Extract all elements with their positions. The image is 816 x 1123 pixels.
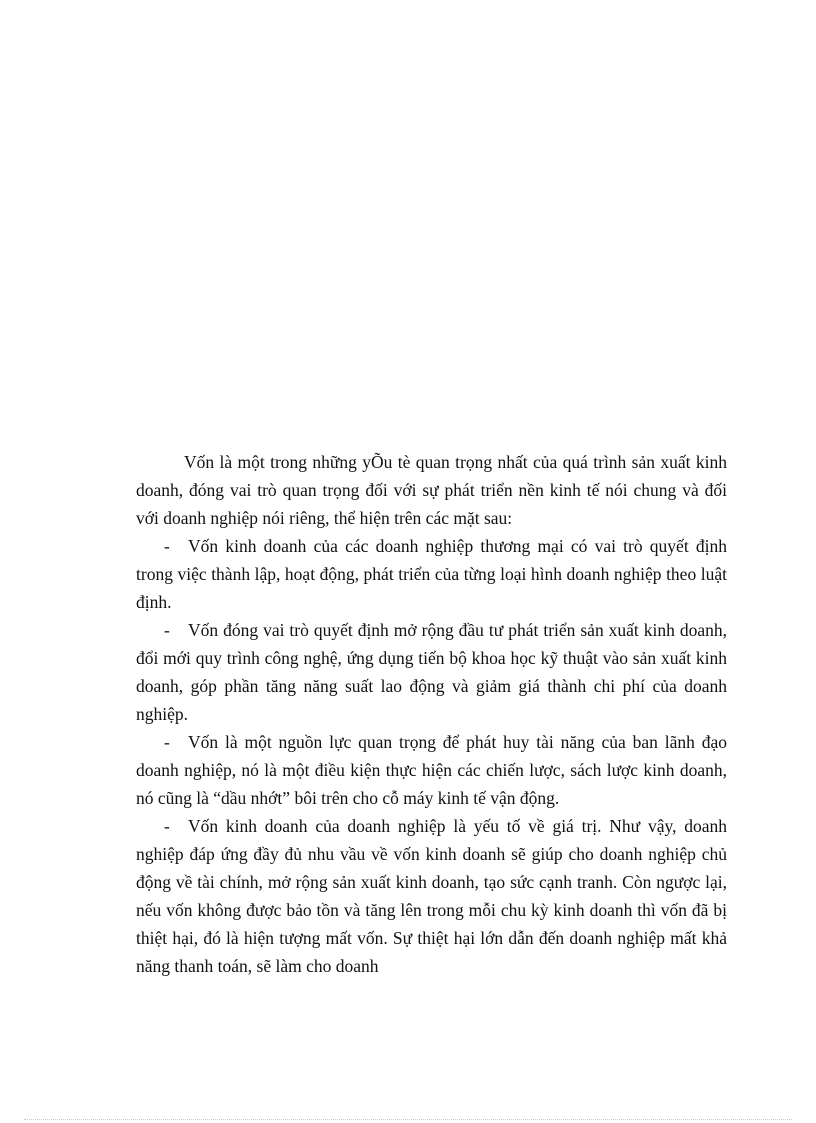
- bullet-text-2: Vốn đóng vai trò quyết định mở rộng đầu tư phát triển sản xuất kinh doanh, đổi mới quy trình công nghệ, ứng dụng tiến bộ khoa học kỹ thuật vào sản xuất kinh doanh, góp phần tăng năng suất lao động và giảm giá thành chi phí của doanh nghiệp.: [136, 620, 727, 724]
- bullet-text-4: Vốn kinh doanh của doanh nghiệp là yếu tố về giá trị. Như vậy, doanh nghiệp đáp ứng đầy đủ nhu vầu về vốn kinh doanh sẽ giúp cho doanh nghiệp chủ động về tài chính, mở rộng sản xuất kinh doanh, tạo sức cạnh tranh. Còn ngược lại, nếu vốn không được bảo tồn và tăng lên trong mỗi chu kỳ kinh doanh thì vốn đã bị thiệt hại, đó là hiện tượng mất vốn. Sự thiệt hại lớn dẫn đến doanh nghiệp mất khả năng thanh toán, sẽ làm cho doanh: [136, 816, 727, 976]
- bullet-text-3: Vốn là một nguồn lực quan trọng để phát huy tài năng của ban lãnh đạo doanh nghiệp, nó là một điều kiện thực hiện các chiến lược, sách lược kinh doanh, nó cũng là “dầu nhớt” bôi trên cho cỗ máy kinh tế vận động.: [136, 732, 727, 808]
- bullet-paragraph-1: [136, 532, 727, 616]
- document-body: [136, 448, 727, 980]
- bullet-paragraph-2: [136, 616, 727, 728]
- bullet-dash: -: [164, 620, 170, 640]
- page-bottom-divider: [24, 1119, 792, 1120]
- bullet-dash: -: [164, 816, 170, 836]
- intro-paragraph: Vốn là một trong những yÕu tè quan trọng nhất của quá trình sản xuất kinh doanh, đóng vai trò quan trọng đối với sự phát triển nền kinh tế nói chung và đối với doanh nghiệp nói riêng, thể hiện trên các mặt sau:: [136, 452, 727, 528]
- bullet-dash: -: [164, 536, 170, 556]
- bullet-dash: -: [164, 732, 170, 752]
- bullet-paragraph-3: [136, 728, 727, 812]
- bullet-text-1: Vốn kinh doanh của các doanh nghiệp thương mại có vai trò quyết định trong việc thành lập, hoạt động, phát triển của từng loại hình doanh nghiệp theo luật định.: [136, 536, 727, 612]
- bullet-paragraph-4: [136, 812, 727, 980]
